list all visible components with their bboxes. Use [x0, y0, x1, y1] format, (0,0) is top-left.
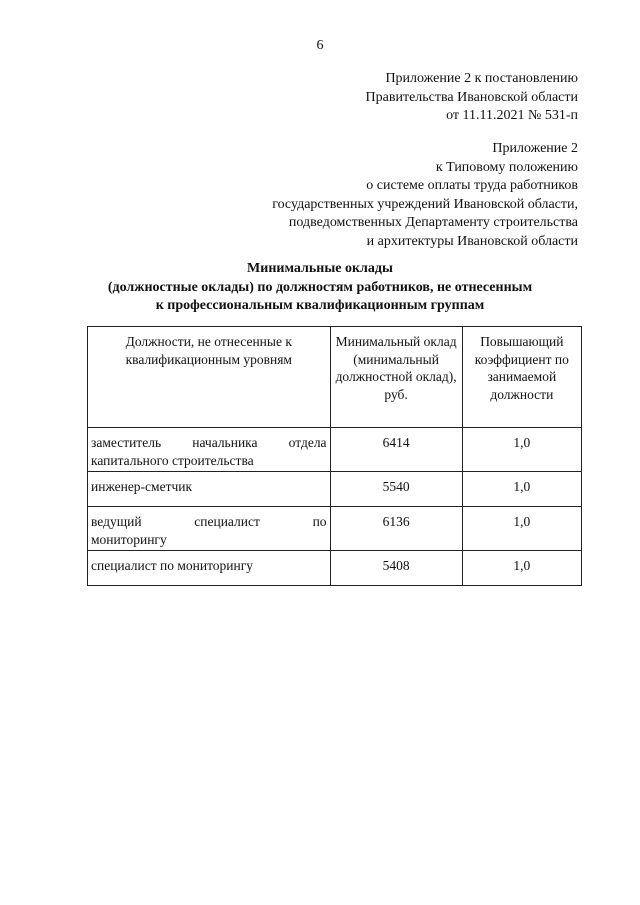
salary-cell: 6414 [330, 428, 462, 472]
position-cell [88, 551, 331, 586]
page-number: 6 [316, 38, 324, 53]
appendix-line: о системе оплаты труда работников [366, 178, 578, 193]
salary-cell: 5540 [330, 472, 462, 507]
document-title [0, 260, 640, 316]
table-row [88, 472, 582, 507]
position-text-line1: специалист по мониторингу [91, 558, 254, 573]
appendix-line: подведомственных Департаменту строительства [288, 215, 578, 230]
position-text-line1: инженер-сметчик [91, 479, 193, 494]
appendix-line: Приложение 2 [492, 141, 578, 156]
coefficient-cell: 1,0 [462, 551, 581, 586]
position-text-line2: капитального строительства [91, 452, 254, 468]
appendix-line: Приложение 2 к постановлению [385, 71, 578, 86]
appendix-line: государственных учреждений Ивановской области, [272, 196, 578, 212]
title-line: (должностные оклады) по должностям работников, не отнесенным [107, 279, 533, 295]
salary-cell: 6136 [330, 507, 462, 551]
appendix-line: и архитектуры Ивановской области [366, 233, 578, 249]
appendix-header-regulation [272, 140, 578, 251]
appendix-line: к Типовому положению [435, 159, 578, 175]
header-position: Должности, не отнесенные к квалификационным уровням [88, 327, 331, 428]
position-cell [88, 472, 331, 507]
coefficient-cell: 1,0 [462, 507, 581, 551]
position-text-line2: мониторингу [91, 531, 167, 547]
title-line: Минимальные оклады [247, 261, 393, 276]
position-text-line1: ведущий специалист по [91, 514, 327, 529]
coefficient-cell: 1,0 [462, 472, 581, 507]
position-text-line1: заместитель начальника отдела [91, 435, 327, 450]
salary-cell: 5408 [330, 551, 462, 586]
table-header-row [88, 327, 582, 428]
appendix-line: от 11.11.2021 № 531-п [446, 108, 578, 123]
table-row [88, 551, 582, 586]
coefficient-cell: 1,0 [462, 428, 581, 472]
position-cell [88, 428, 331, 472]
position-cell [88, 507, 331, 551]
table-row [88, 428, 582, 472]
salary-table [87, 326, 582, 586]
appendix-line: Правительства Ивановской области [365, 89, 578, 105]
header-salary: Минимальный оклад (минимальный должностной оклад), руб. [330, 327, 462, 428]
title-line: к профессиональным квалификационным группам [155, 298, 485, 313]
header-coefficient: Повышающий коэффициент по занимаемой должности [462, 327, 581, 428]
table-row [88, 507, 582, 551]
appendix-header-resolution [366, 70, 578, 126]
